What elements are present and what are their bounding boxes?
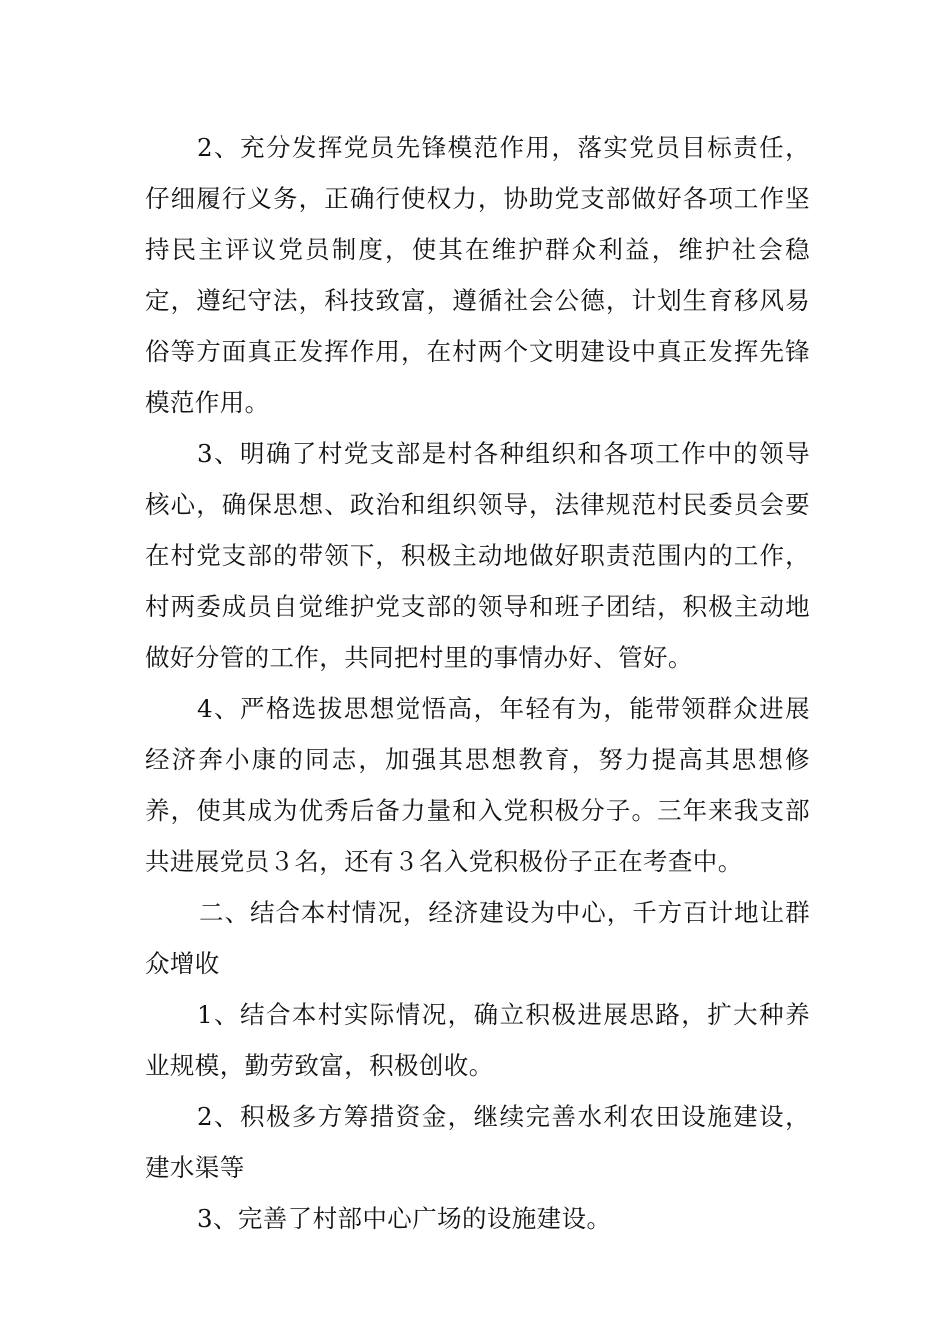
paragraph-development-ideas: 1、结合本村实际情况，确立积极进展思路，扩大种养业规模，勤劳致富，积极创收。 [145, 1000, 810, 1080]
paragraph-central-square: 3、完善了村部中心广场的设施建设。 [197, 1204, 612, 1233]
paragraph-party-member-role: 2、充分发挥党员先锋模范作用，落实党员目标责任，仔细履行义务，正确行使权力，协助党支部做好各项工作坚持民主评议党员制度，使其在维护群众利益，维护社会稳定，遵纪守法，科技致富，遵循社会公德，计划生育移风易俗等方面真正发挥作用，在村两个文明建设中真正发挥先锋模范作用。 [145, 133, 810, 417]
paragraph-irrigation-funding: 2、积极多方筹措资金，继续完善水利农田设施建设，建水渠等 [145, 1102, 810, 1182]
paragraph-party-branch-leadership: 3、明确了村党支部是村各种组织和各项工作中的领导核心，确保思想、政治和组织领导，法律规范村民委员会要在村党支部的带领下，积极主动地做好职责范围内的工作，村两委成员自觉维护党支部的领导和班子团结，积极主动地做好分管的工作，共同把村里的事情办好、管好。 [145, 439, 810, 672]
section-heading-economic-construction: 二、结合本村情况，经济建设为中心，千方百计地让群众增收 [145, 898, 810, 978]
document-page [145, 122, 810, 1244]
paragraph-member-selection: 4、严格选拔思想觉悟高，年轻有为，能带领群众进展经济奔小康的同志，加强其思想教育，努力提高其思想修养，使其成为优秀后备力量和入党积极分子。三年来我支部共进展党员３名，还有３名入党积极份子正在考查中。 [145, 694, 810, 876]
